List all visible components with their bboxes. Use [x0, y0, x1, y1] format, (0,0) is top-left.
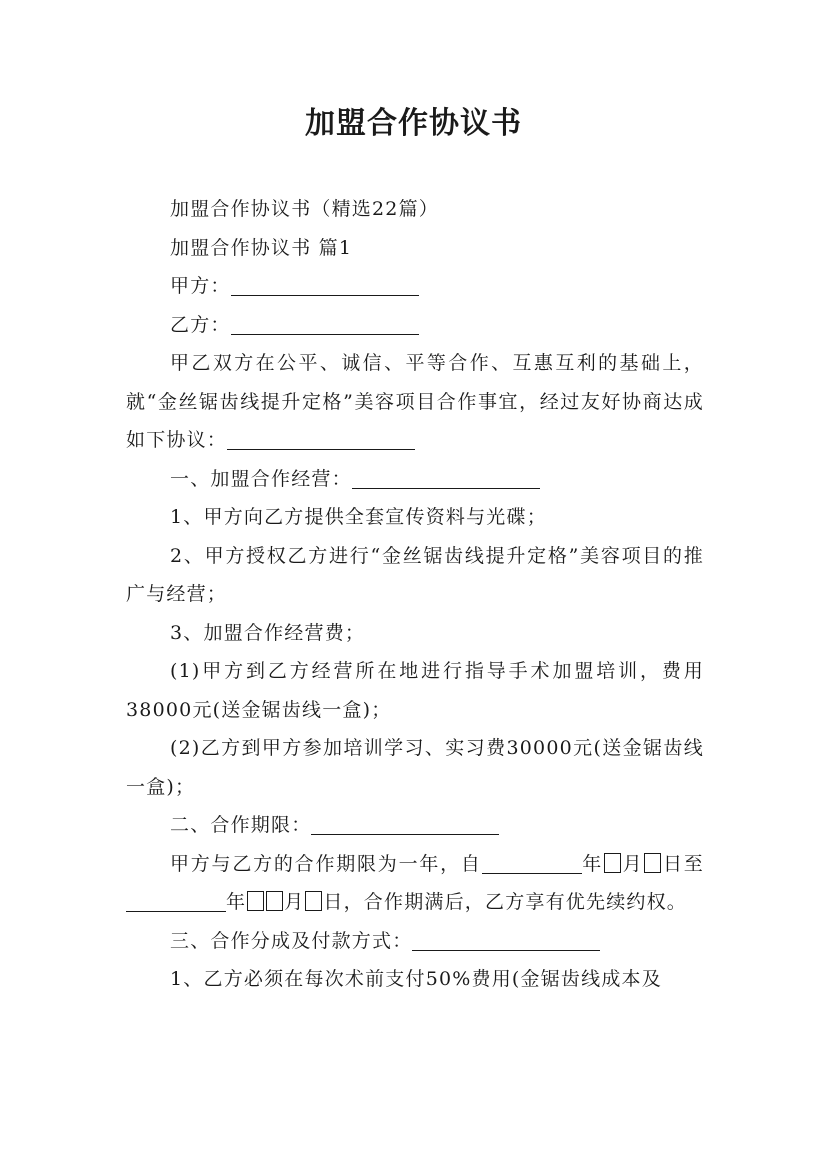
term-paragraph [126, 845, 704, 922]
term-month-2: 月 [284, 891, 305, 913]
section-3-blank [412, 928, 600, 951]
placeholder-box [266, 891, 283, 911]
section-1-blank [352, 466, 540, 489]
section-3-heading [126, 922, 704, 961]
term-end-year-blank [126, 889, 226, 912]
subtitle-line: 加盟合作协议书（精选22篇） [170, 198, 439, 220]
term-year-1: 年 [581, 852, 604, 875]
term-year-2: 年 [226, 891, 247, 913]
section-1-label: 一、加盟合作经营： [170, 467, 352, 490]
term-month-1: 月 [622, 852, 644, 875]
intro-text: 甲乙双方在公平、诚信、平等合作、互惠互利的基础上，就“金丝锯齿线提升定格”美容项目合作事宜，经过友好协商达成如下协议： [126, 352, 704, 451]
section-2-blank [311, 812, 499, 835]
party-b-line [126, 306, 704, 345]
payment-item-1: 1、乙方必须在每次术前支付50%费用(金锯齿线成本及 [170, 968, 662, 990]
intro-paragraph [126, 344, 704, 460]
term-day-2: 日，合作期满后，乙方享有优先续约权。 [323, 891, 688, 913]
document-title: 加盟合作协议书 [305, 106, 522, 141]
party-a-label: 甲方： [170, 275, 231, 297]
placeholder-box [604, 853, 621, 873]
document-body [126, 190, 704, 999]
section-1-heading [126, 460, 704, 499]
item-1-3: 3、加盟合作经营费； [170, 621, 366, 644]
placeholder-box [644, 853, 661, 873]
placeholder-box [305, 891, 322, 911]
section-2-label: 二、合作期限： [170, 814, 312, 836]
heading-line: 加盟合作协议书 篇1 [170, 236, 353, 259]
intro-blank [227, 427, 415, 450]
item-1-1: 1、甲方向乙方提供全套宣传资料与光碟； [170, 506, 547, 528]
party-b-label: 乙方： [170, 313, 231, 336]
placeholder-box [247, 891, 264, 911]
term-start-year-blank [482, 851, 582, 874]
party-b-blank [231, 312, 419, 335]
party-a-line [126, 267, 704, 306]
section-3-label: 三、合作分成及付款方式： [170, 929, 413, 952]
term-text-start: 甲方与乙方的合作期限为一年，自 [170, 852, 482, 875]
item-1-2: 2、甲方授权乙方进行“金丝锯齿线提升定格”美容项目的推广与经营； [126, 544, 704, 605]
party-a-blank [231, 273, 419, 296]
section-2-heading [126, 806, 704, 845]
fee-item-1: (1)甲方到乙方经营所在地进行指导手术加盟培训，费用38000元(送金锯齿线一盒)； [126, 660, 704, 721]
term-day-1: 日至 [662, 852, 704, 875]
fee-item-2: (2)乙方到甲方参加培训学习、实习费30000元(送金锯齿线一盒)； [126, 737, 704, 798]
